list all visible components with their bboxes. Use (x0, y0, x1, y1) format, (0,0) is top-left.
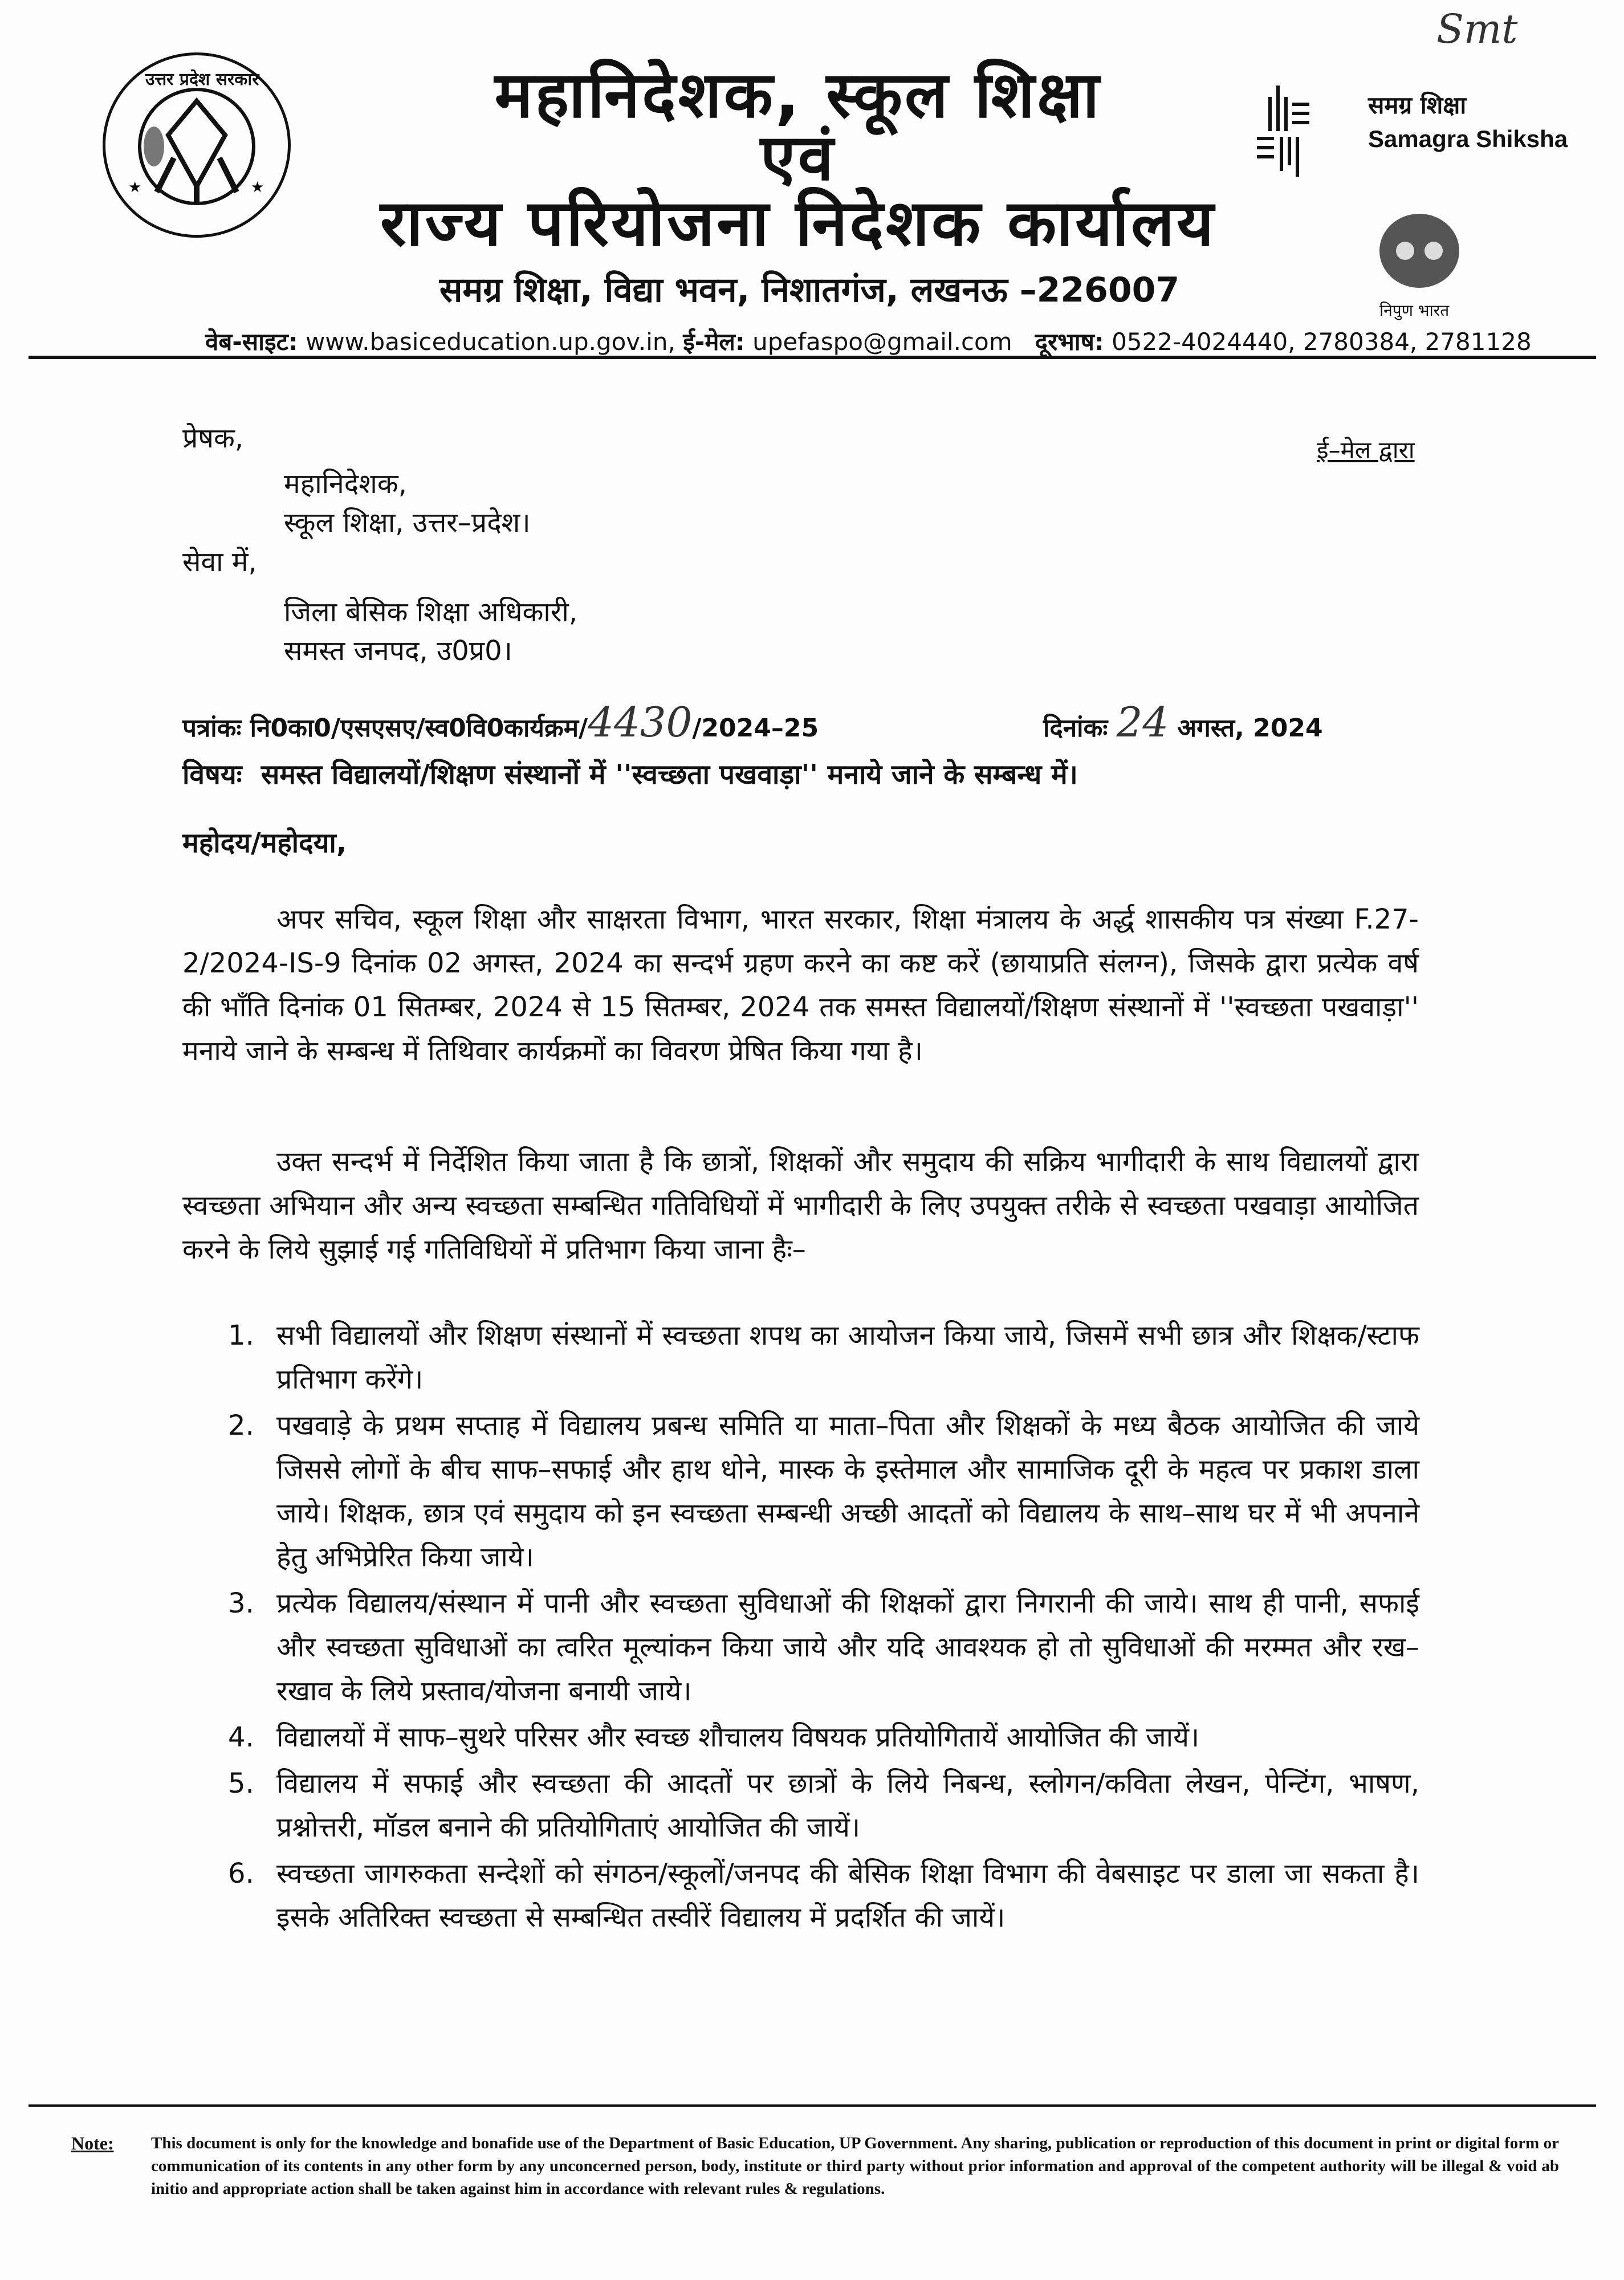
subject-label: विषयः (182, 759, 242, 791)
item-number: 6. (228, 1858, 254, 1890)
reference-number-handwritten: 4430 (588, 698, 693, 746)
subject-text: समस्त विद्यालयों/शिक्षण संस्थानों में ''स्वच्छता पखवाड़ा'' मनाये जाने के सम्बन्ध में। (261, 759, 1078, 791)
item-number: 1. (228, 1320, 254, 1351)
email-label: ई-मेल: (683, 328, 745, 356)
salutation: महोदय/महोदया, (182, 827, 347, 859)
reference-prefix: पत्रांकः नि0का0/एसएसए/स्व0वि0कार्यक्रम/ (182, 714, 588, 743)
item-number: 5. (228, 1768, 254, 1799)
sender-line2: स्कूल शिक्षा, उत्तर–प्रदेश। (284, 507, 531, 539)
contact-line (205, 325, 1532, 357)
list-item (228, 1582, 1419, 1713)
samagra-english: Samagra Shiksha (1368, 125, 1568, 152)
nipun-bharat-logo (1357, 199, 1482, 325)
activity-list (228, 1314, 1419, 1942)
date-day-handwritten: 24 (1116, 698, 1169, 746)
samagra-logo-icon (1257, 74, 1342, 177)
item-text: पखवाड़े के प्रथम सप्ताह में विद्यालय प्रबन्ध समिति या माता–पिता और शिक्षकों के मध्य बैठक आयोजित की जाये जिससे लोगों के बीच साफ–सफाई और हाथ धोने, मास्क के इस्तेमाल और सामाजिक दूरी के महत्व पर प्रकाश डाला जाये। शिक्षक, छात्र एवं समुदाय को इन स्वच्छता सम्बन्धी अच्छी आदतों को विद्यालय के साथ–साथ घर में भी अपनाने हेतु अभिप्रेरित किया जाये। (276, 1410, 1419, 1573)
item-text: प्रत्येक विद्यालय/संस्थान में पानी और स्वच्छता सुविधाओं की शिक्षकों द्वारा निगरानी की जाये। साथ ही पानी, सफाई और स्वच्छता सुविधाओं का त्वरित मूल्यांकन किया जाये और यदि आवश्यक हो तो सुविधाओं की मरम्मत और रख–रखाव के लिये प्रस्ताव/योजना बनायी जाये। (276, 1587, 1419, 1707)
handwritten-initials: Smt (1436, 6, 1518, 52)
item-number: 3. (228, 1587, 254, 1619)
note-label: Note: (71, 2133, 114, 2153)
office-title-line3: राज्य परियोजना निदेशक कार्यालय (380, 186, 1216, 260)
list-item (228, 1762, 1419, 1850)
date-line (1043, 698, 1323, 746)
phone-numbers: 0522-4024440, 2780384, 2781128 (1112, 328, 1532, 356)
footer-divider (29, 2104, 1596, 2107)
list-item (228, 1852, 1419, 1940)
item-number: 2. (228, 1410, 254, 1442)
date-label: दिनांकः (1043, 714, 1108, 743)
header-divider (29, 356, 1596, 359)
footer-note (71, 2132, 1559, 2200)
email-link[interactable]: upefaspo@gmail.com (752, 328, 1012, 356)
nipun-mascot-icon (1357, 199, 1482, 296)
item-text: विद्यालय में सफाई और स्वच्छता की आदतों पर छात्रों के लिये निबन्ध, स्लोगन/कविता लेखन, पेन्टिंग, भाषण, प्रश्नोत्तरी, मॉडल बनाने की प्रतियोगिताएं आयोजित की जायें। (276, 1768, 1419, 1843)
paragraph-2: उक्त सन्दर्भ में निर्देशित किया जाता है कि छात्रों, शिक्षकों और समुदाय की सक्रिय भागीदारी के साथ विद्यालयों द्वारा स्वच्छता अभियान और अन्य स्वच्छता सम्बन्धित गतिविधियों में भागीदारी के लिए उपयुक्त तरीके से स्वच्छता पखवाड़ा आयोजित करने के लिये सुझाई गई गतिविधियों में प्रतिभाग किया जाना हैः– (182, 1146, 1419, 1265)
list-item (228, 1314, 1419, 1402)
recipient-line1: जिला बेसिक शिक्षा अधिकारी, (284, 596, 578, 628)
list-item (228, 1404, 1419, 1579)
item-text: सभी विद्यालयों और शिक्षण संस्थानों में स्वच्छता शपथ का आयोजन किया जाये, जिसमें सभी छात्र और शिक्षक/स्टाफ प्रतिभाग करेंगे। (276, 1320, 1419, 1395)
date-rest: अगस्त, 2024 (1177, 714, 1323, 743)
svg-text:★: ★ (251, 179, 264, 196)
phone-label: दूरभाष: (1035, 328, 1104, 356)
note-text: This document is only for the knowledge and bonafide use of the Department of Basic Education, UP Government. Any sharing, publication or reproduction of this document in print or digital form or communication of its contents in any other form by any unconcerned person, body, institute or third party without prior information and approval of the competent authority will be illegal & void ab initio and appropriate action shall be taken against him in accordance with relevant rules & regulations. (151, 2134, 1559, 2198)
office-title-line2: एवं (760, 121, 836, 195)
samagra-hindi: समग्र शिक्षा (1368, 91, 1467, 119)
sender-label: प्रेषक, (182, 422, 244, 454)
list-item (228, 1716, 1419, 1760)
up-government-logo (103, 52, 291, 238)
office-address: समग्र शिक्षा, विद्या भवन, निशातगंज, लखनऊ –226007 (439, 270, 1180, 310)
reference-suffix: /2024–25 (692, 714, 819, 743)
logo-text: उत्तर प्रदेश सरकार (145, 70, 259, 89)
paragraph-1: अपर सचिव, स्कूल शिक्षा और साक्षरता विभाग, भारत सरकार, शिक्षा मंत्रालय के अर्द्ध शासकीय पत्र संख्या F.27-2/2024-IS-9 दिनांक 02 अगस्त, 2024 का सन्दर्भ ग्रहण करने का कष्ट करें (छायाप्रति संलग्न), जिसके द्वारा प्रत्येक वर्ष की भाँति दिनांक 01 सितम्बर, 2024 से 15 सितम्बर, 2024 तक समस्त विद्यालयों/शिक्षण संस्थानों में ''स्वच्छता पखवाड़ा'' मनाये जाने के सम्बन्ध में तिथिवार कार्यक्रमों का विवरण प्रेषित किया गया है। (182, 903, 1419, 1067)
svg-text:★: ★ (128, 179, 142, 196)
office-title-line1: महानिदेशक, स्कूल शिक्षा (494, 58, 1102, 132)
item-text: विद्यालयों में साफ–सुथरे परिसर और स्वच्छ शौचालय विषयक प्रतियोगितायें आयोजित की जायें। (276, 1721, 1200, 1753)
item-number: 4. (228, 1721, 254, 1753)
item-text: स्वच्छता जागरुकता सन्देशों को संगठन/स्कूलों/जनपद की बेसिक शिक्षा विभाग की वेबसाइट पर डाला जा सकता है। इसके अतिरिक्त स्वच्छता से सम्बन्धित तस्वीरें विद्यालय में प्रदर्शित की जायें। (276, 1858, 1419, 1933)
website-label: वेब-साइट: (205, 328, 298, 356)
recipient-label: सेवा में, (182, 546, 257, 578)
sender-line1: महानिदेशक, (284, 468, 407, 500)
reference-line (182, 698, 819, 746)
nipun-label: निपुण भारत (1379, 301, 1450, 320)
delivery-mode: ई–मेल द्वारा (1317, 436, 1415, 464)
recipient-line2: समस्त जनपद, उ0प्र0। (284, 635, 512, 667)
subject-line (182, 755, 1078, 792)
samagra-shiksha-logo (1257, 74, 1576, 177)
website-link[interactable]: www.basiceducation.up.gov.in, (305, 328, 675, 356)
